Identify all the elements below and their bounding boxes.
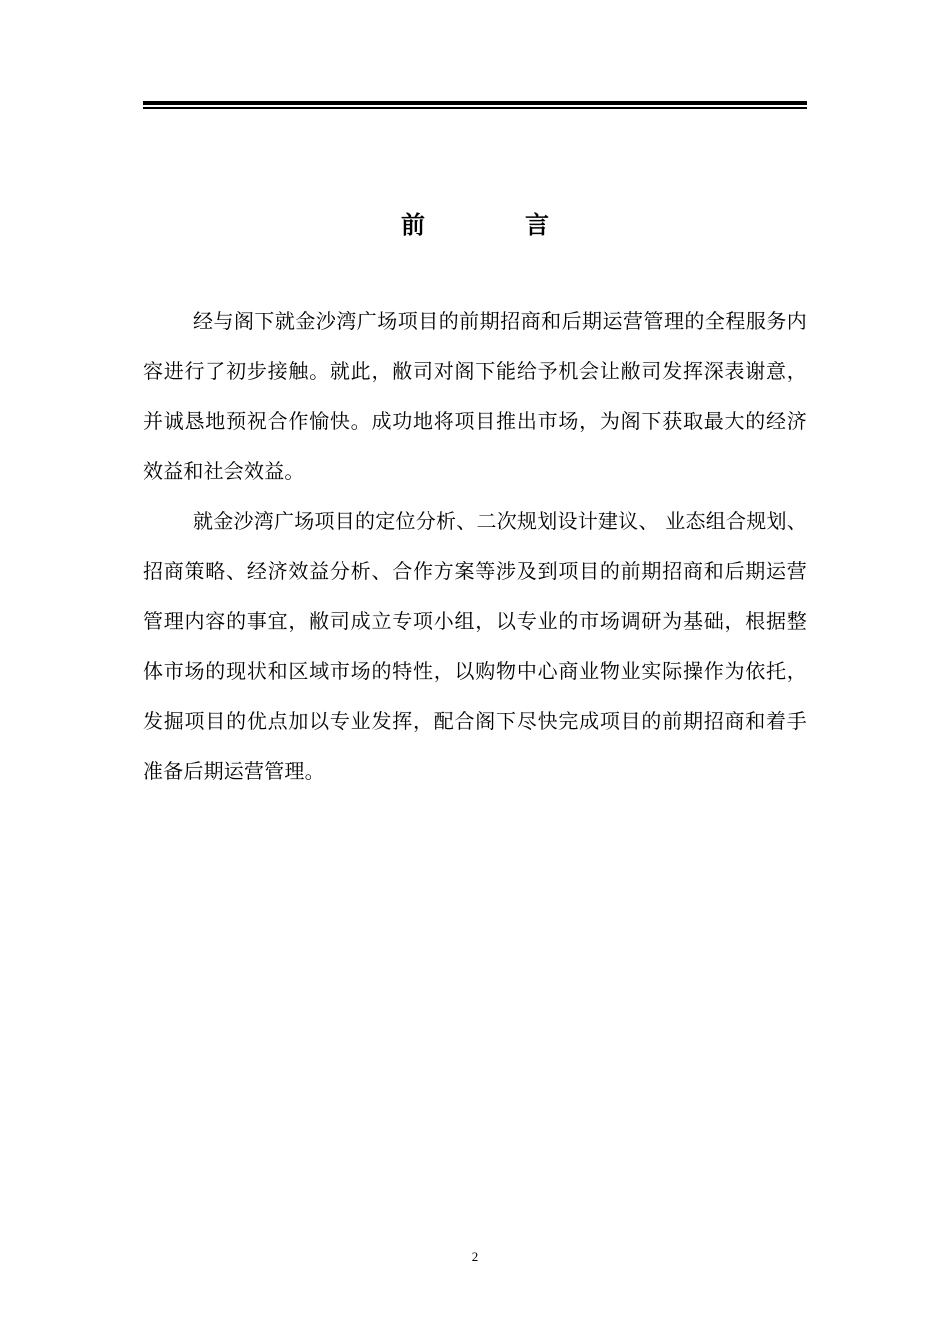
header-rule-thin-line [143, 107, 807, 109]
page-number: 2 [471, 1249, 479, 1264]
page-title: 前 言 [401, 211, 587, 239]
header-rule [143, 101, 807, 109]
paragraph-2: 就金沙湾广场项目的定位分析、二次规划设计建议、 业态组合规划、招商策略、经济效益分析、合作方案等涉及到项目的前期招商和后期运营管理内容的事宜，敝司成立专项小组，以专业的市场调研为基础，根据整体市场的现状和区域市场的特性，以购物中心商业物业实际操作为依托，发掘项目的优点加以专业发挥，配合阁下尽快完成项目的前期招商和着手准备后期运营管理。 [143, 509, 807, 783]
paragraph-1: 经与阁下就金沙湾广场项目的前期招商和后期运营管理的全程服务内容进行了初步接触。就此，敝司对阁下能给予机会让敝司发挥深表谢意，并诚恳地预祝合作愉快。成功地将项目推出市场，为阁下获取最大的经济效益和社会效益。 [143, 309, 807, 483]
document-body [143, 296, 807, 796]
